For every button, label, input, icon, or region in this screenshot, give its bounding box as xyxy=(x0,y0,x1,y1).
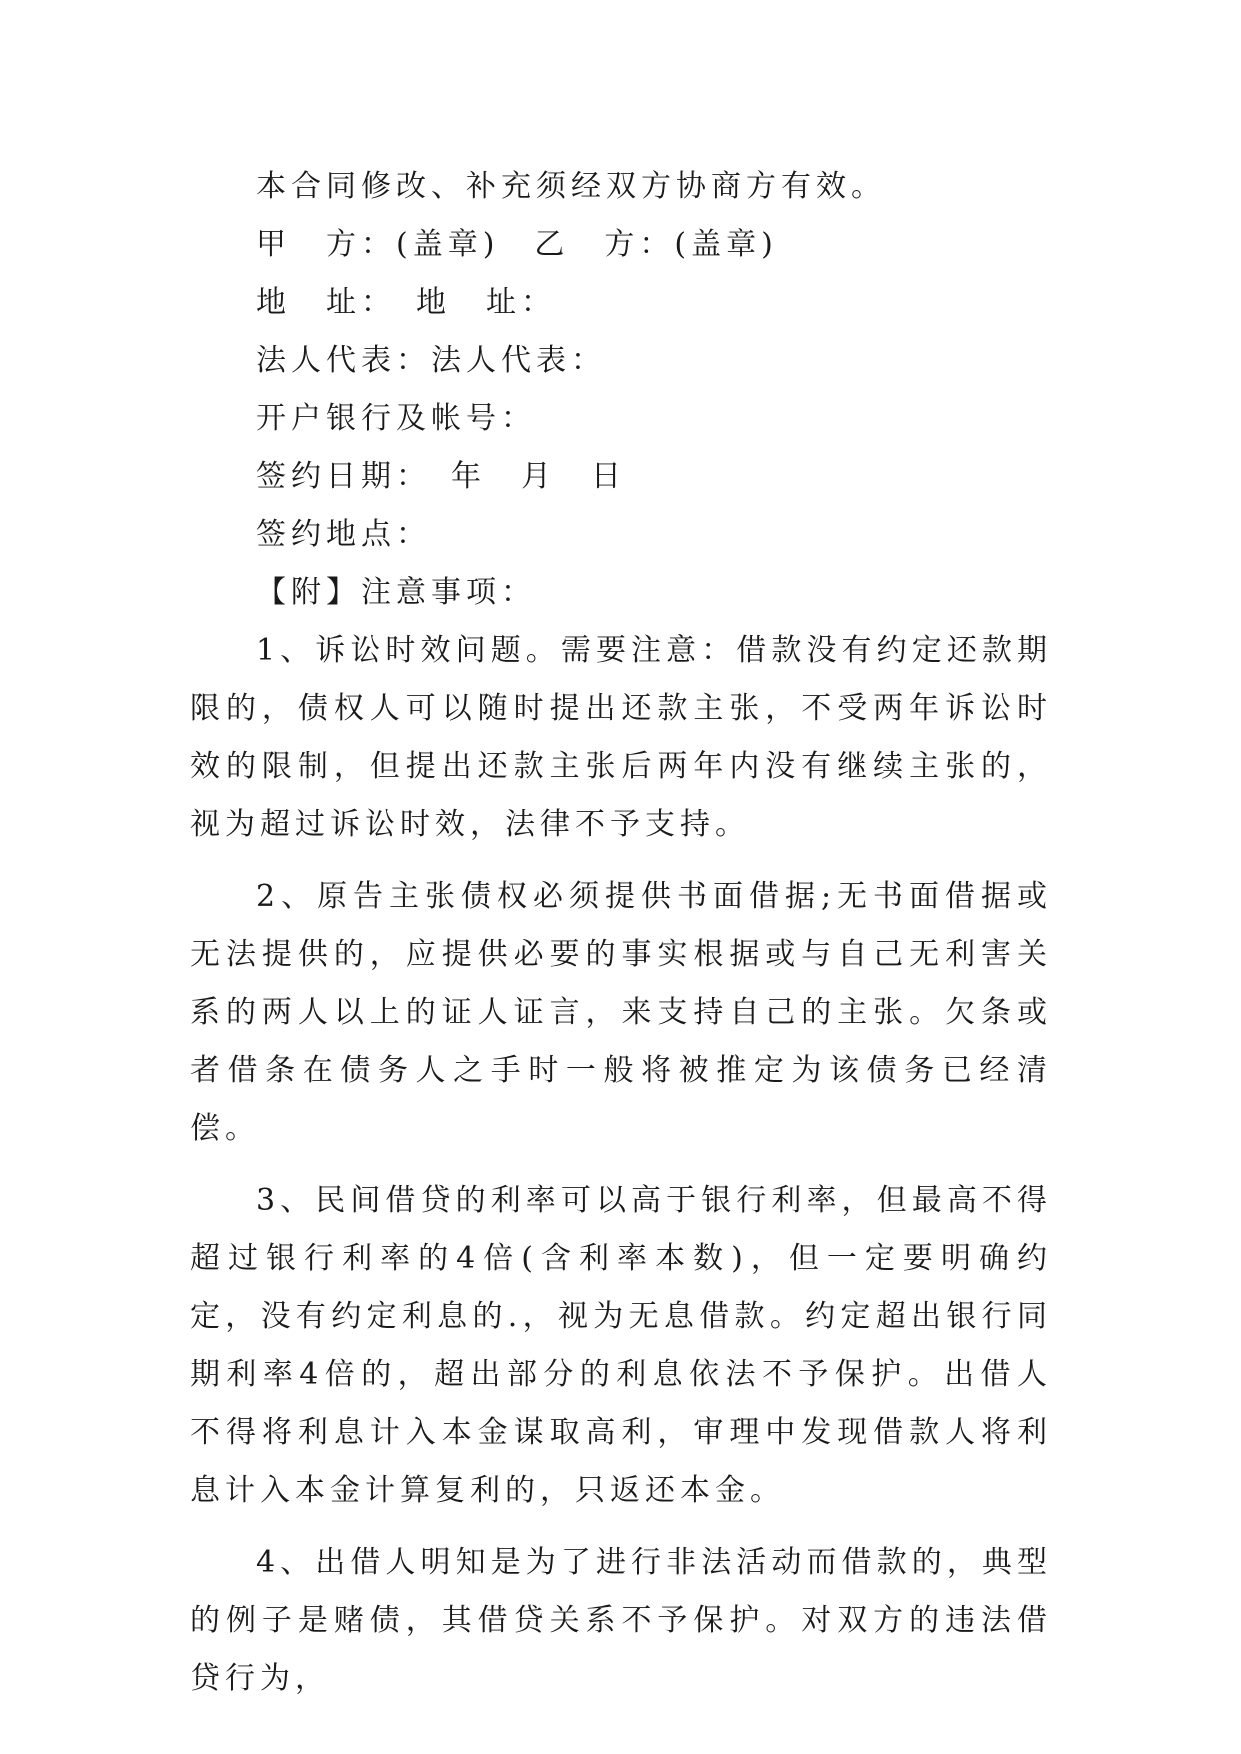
notes-heading: 【附】注意事项： xyxy=(256,575,536,610)
note-paragraph-1: 1、诉讼时效问题。需要注意：借款没有约定还款期限的，债权人可以随时提出还款主张，不受两年诉讼时效的限制，但提出还款主张后两年内没有继续主张的，视为超过诉讼时效，法律不予支持。 xyxy=(190,633,1052,842)
signing-date-line: 签约日期： 年 月 日 xyxy=(256,459,626,494)
bank-account-line: 开户银行及帐号： xyxy=(256,401,536,436)
address-line: 地 址： 地 址： xyxy=(256,285,556,320)
contract-amendment-clause: 本合同修改、补充须经双方协商方有效。 xyxy=(256,169,886,204)
note-paragraph-2: 2、原告主张债权必须提供书面借据;无书面借据或无法提供的，应提供必要的事实根据或与自己无利害关系的两人以上的证人证言，来支持自己的主张。欠条或者借条在债务人之手时一般将被推定为该债务已经清偿。 xyxy=(190,879,1052,1146)
note-paragraph-3: 3、民间借贷的利率可以高于银行利率，但最高不得超过银行利率的4倍(含利率本数)，但一定要明确约定，没有约定利息的.，视为无息借款。约定超出银行同期利率4倍的，超出部分的利息依法不予保护。出借人不得将利息计入本金谋取高利，审理中发现借款人将利息计入本金计算复利的，只返还本金。 xyxy=(190,1183,1052,1508)
legal-representative-line: 法人代表：法人代表： xyxy=(256,343,606,378)
note-paragraph-4: 4、出借人明知是为了进行非法活动而借款的，典型的例子是赌债，其借贷关系不予保护。对双方的违法借贷行为， xyxy=(190,1545,1052,1696)
party-seal-line: 甲 方：(盖章) 乙 方：(盖章) xyxy=(256,227,778,262)
signing-place-line: 签约地点： xyxy=(256,517,431,552)
document-body xyxy=(190,158,1052,1708)
